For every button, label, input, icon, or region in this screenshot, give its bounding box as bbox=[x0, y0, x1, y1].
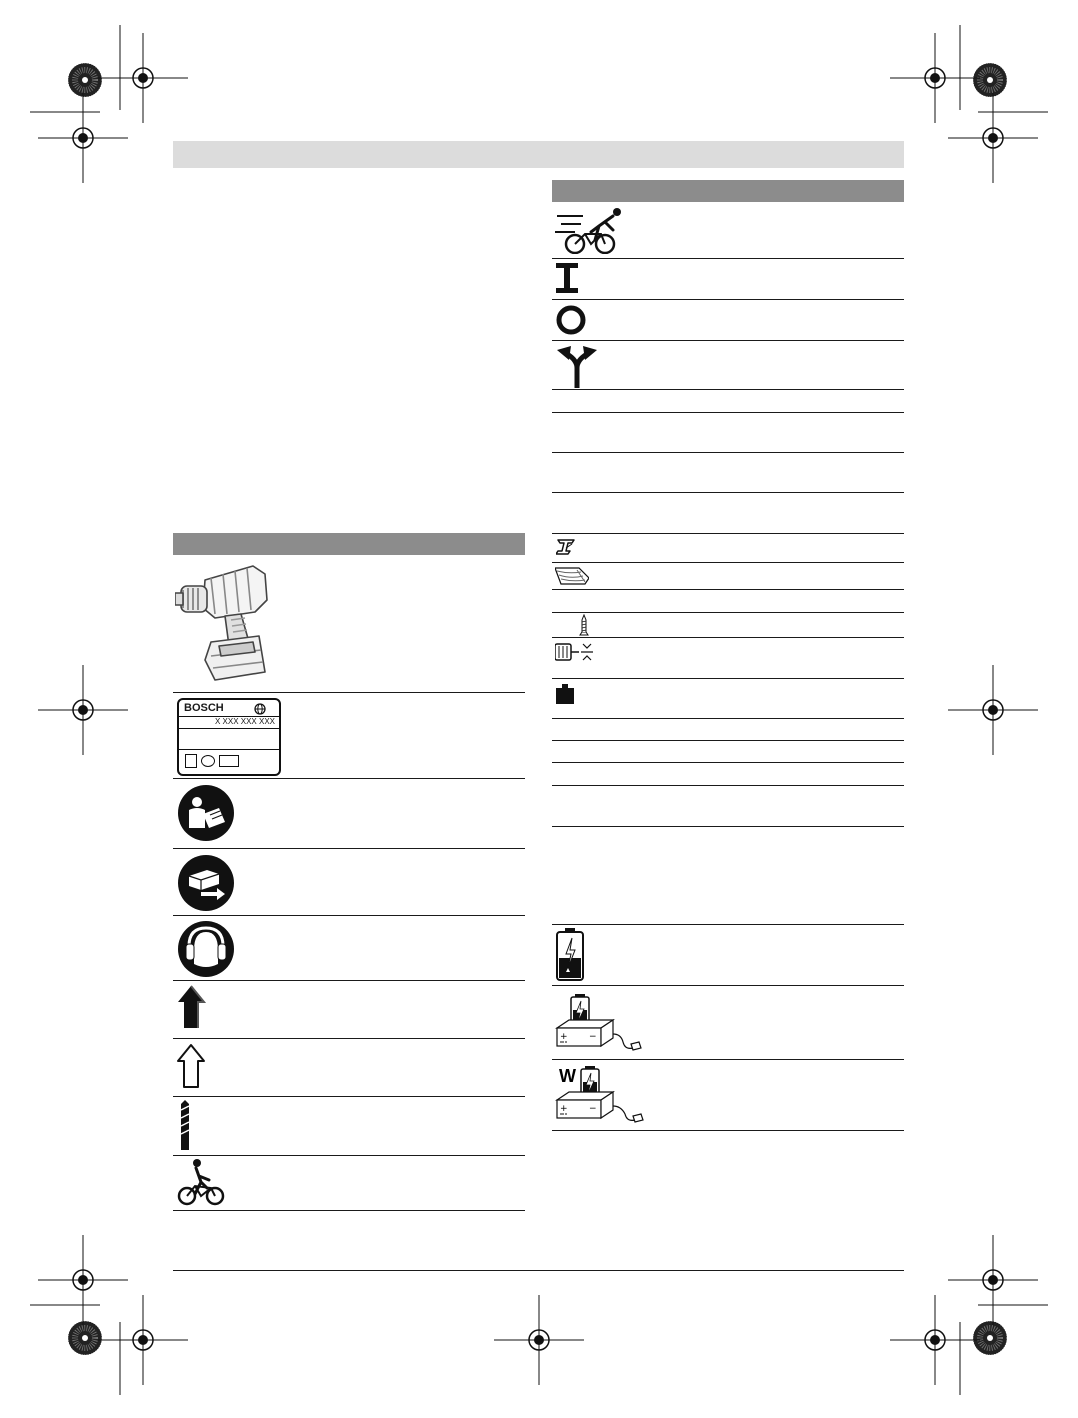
globe-icon bbox=[254, 703, 266, 715]
svg-text:+: + bbox=[560, 1104, 568, 1114]
cyclist-slow-icon bbox=[177, 1158, 225, 1208]
right-row-divider bbox=[552, 340, 904, 341]
right-row-divider bbox=[552, 718, 904, 719]
right-row-divider bbox=[552, 389, 904, 390]
page-footer-rule bbox=[173, 1270, 904, 1271]
page-header-bar bbox=[173, 141, 904, 168]
right-row-divider bbox=[552, 678, 904, 679]
svg-text:−: − bbox=[589, 1032, 597, 1042]
nameplate-serial: X XXX XXX XXX bbox=[214, 717, 275, 726]
right-row-divider bbox=[552, 299, 904, 300]
left-row-divider bbox=[173, 1155, 525, 1156]
right-row-divider bbox=[552, 258, 904, 259]
right-row-divider bbox=[552, 562, 904, 563]
fork-arrows-icon bbox=[555, 344, 599, 388]
drill-bit-icon bbox=[177, 1100, 193, 1152]
right-row-divider bbox=[552, 589, 904, 590]
svg-text:+: + bbox=[560, 1032, 568, 1042]
screw-icon bbox=[579, 614, 589, 636]
left-section-header bbox=[173, 533, 525, 555]
left-row-divider bbox=[173, 915, 525, 916]
weight-icon bbox=[556, 684, 574, 704]
right-row-divider bbox=[552, 785, 904, 786]
right-row-divider bbox=[552, 1059, 904, 1060]
right-row-divider bbox=[552, 826, 904, 827]
gear-2-icon bbox=[555, 304, 587, 336]
left-row-divider bbox=[173, 1096, 525, 1097]
charger-w-letter: W bbox=[559, 1066, 576, 1086]
left-row-divider bbox=[173, 1210, 525, 1211]
right-row-divider bbox=[552, 533, 904, 534]
screwdriver-bit-icon bbox=[555, 642, 595, 662]
wood-icon bbox=[555, 566, 589, 586]
steel-icon bbox=[556, 538, 576, 556]
arrow-outline-up-icon bbox=[177, 1043, 207, 1091]
left-row-divider bbox=[173, 692, 525, 693]
right-row-divider bbox=[552, 492, 904, 493]
right-row-divider bbox=[552, 985, 904, 986]
right-row-divider bbox=[552, 637, 904, 638]
arrow-filled-up-icon bbox=[177, 984, 207, 1032]
charger-icon bbox=[555, 992, 643, 1056]
drill-icon bbox=[175, 560, 275, 685]
right-row-divider bbox=[552, 452, 904, 453]
read-manual-icon bbox=[177, 784, 235, 842]
gear-1-icon bbox=[556, 263, 578, 293]
charger-w-icon bbox=[555, 1064, 651, 1128]
battery-charger-icon bbox=[177, 854, 235, 912]
nameplate-brand: BOSCH bbox=[184, 702, 224, 714]
left-row-divider bbox=[173, 848, 525, 849]
svg-text:−: − bbox=[589, 1104, 597, 1114]
right-row-divider bbox=[552, 762, 904, 763]
right-row-divider bbox=[552, 740, 904, 741]
battery-icon bbox=[556, 928, 584, 982]
left-row-divider bbox=[173, 778, 525, 779]
right-section-header bbox=[552, 180, 904, 202]
right-row-divider bbox=[552, 1130, 904, 1131]
left-row-divider bbox=[173, 980, 525, 981]
right-row-divider bbox=[552, 924, 904, 925]
right-row-divider bbox=[552, 612, 904, 613]
cyclist-fast-icon bbox=[555, 206, 625, 254]
nameplate-icon bbox=[177, 698, 281, 776]
right-row-divider bbox=[552, 412, 904, 413]
ear-protection-icon bbox=[177, 920, 235, 978]
left-row-divider bbox=[173, 1038, 525, 1039]
